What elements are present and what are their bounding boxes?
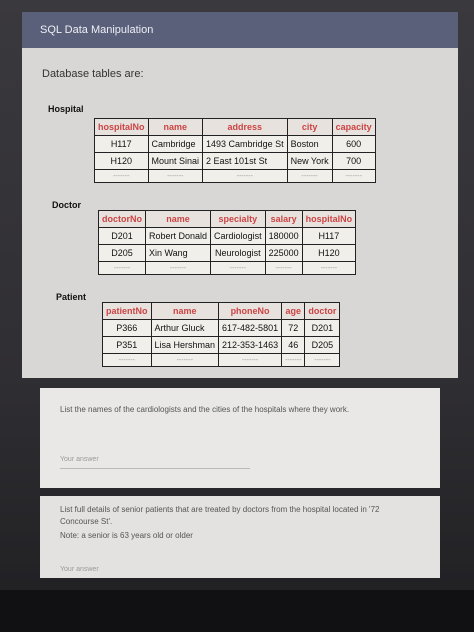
column-header: age: [282, 303, 305, 320]
column-header: address: [203, 119, 288, 136]
table-row: [99, 245, 356, 262]
ellipsis-cell: -------: [99, 262, 146, 275]
ellipsis-cell: -------: [148, 170, 203, 183]
table-cell: Mount Sinai: [148, 153, 203, 170]
table-cell: 46: [282, 337, 305, 354]
form-header: [22, 12, 458, 48]
column-header: hospitalNo: [95, 119, 149, 136]
doctor-table: [98, 210, 356, 275]
question-card-1: [40, 388, 440, 488]
question-1-text: List the names of the cardiologists and the cities of the hospitals where they work.: [60, 405, 350, 414]
intro-text: Database tables are:: [42, 68, 144, 80]
bottom-bar: [0, 590, 474, 632]
ellipsis-cell: -------: [287, 170, 332, 183]
question-1-answer-input[interactable]: Your answer: [60, 456, 99, 463]
table-cell: 180000: [265, 228, 302, 245]
table-cell: Lisa Hershman: [151, 337, 219, 354]
question-2-note: Note: a senior is 63 years old or older: [60, 531, 193, 540]
table-cell: Robert Donald: [146, 228, 211, 245]
table-cell: 1493 Cambridge St: [203, 136, 288, 153]
ellipsis-cell: -------: [151, 354, 219, 367]
form-title: SQL Data Manipulation: [40, 24, 154, 36]
ellipsis-cell: -------: [332, 170, 375, 183]
hospital-label: Hospital: [48, 104, 84, 114]
ellipsis-row: [99, 262, 356, 275]
column-header: phoneNo: [219, 303, 282, 320]
column-header: patientNo: [103, 303, 152, 320]
column-header: specialty: [211, 211, 266, 228]
table-row: [95, 136, 376, 153]
table-cell: H117: [302, 228, 356, 245]
ellipsis-row: [95, 170, 376, 183]
table-cell: P366: [103, 320, 152, 337]
table-cell: Boston: [287, 136, 332, 153]
table-row: [103, 337, 340, 354]
table-cell: H120: [302, 245, 356, 262]
table-row: [99, 228, 356, 245]
ellipsis-cell: -------: [305, 354, 340, 367]
table-cell: 700: [332, 153, 375, 170]
column-header: doctorNo: [99, 211, 146, 228]
table-cell: P351: [103, 337, 152, 354]
question-2-text: List full details of senior patients that are treated by doctors from the hospital located in '72 Concourse St'.: [60, 505, 380, 526]
column-header: doctor: [305, 303, 340, 320]
table-cell: D201: [305, 320, 340, 337]
ellipsis-cell: -------: [282, 354, 305, 367]
ellipsis-cell: -------: [219, 354, 282, 367]
column-header: salary: [265, 211, 302, 228]
table-cell: New York: [287, 153, 332, 170]
ellipsis-cell: -------: [146, 262, 211, 275]
column-header: hospitalNo: [302, 211, 356, 228]
table-cell: Xin Wang: [146, 245, 211, 262]
ellipsis-cell: -------: [95, 170, 149, 183]
table-cell: 225000: [265, 245, 302, 262]
table-cell: D201: [99, 228, 146, 245]
answer-underline: [60, 468, 250, 469]
column-header: name: [146, 211, 211, 228]
table-cell: D205: [305, 337, 340, 354]
table-header-row: [103, 303, 340, 320]
table-cell: 212-353-1463: [219, 337, 282, 354]
table-row: [95, 153, 376, 170]
question-card-2: [40, 496, 440, 578]
hospital-table: [94, 118, 376, 183]
table-header-row: [99, 211, 356, 228]
table-row: [103, 320, 340, 337]
ellipsis-cell: -------: [265, 262, 302, 275]
ellipsis-cell: -------: [203, 170, 288, 183]
table-cell: D205: [99, 245, 146, 262]
patient-table: [102, 302, 340, 367]
table-cell: 2 East 101st St: [203, 153, 288, 170]
patient-label: Patient: [56, 292, 87, 302]
ellipsis-cell: -------: [211, 262, 266, 275]
table-cell: Arthur Gluck: [151, 320, 219, 337]
table-cell: Neurologist: [211, 245, 266, 262]
table-cell: 72: [282, 320, 305, 337]
tables-card: [22, 48, 458, 378]
ellipsis-row: [103, 354, 340, 367]
column-header: name: [148, 119, 203, 136]
table-cell: Cardiologist: [211, 228, 266, 245]
ellipsis-cell: -------: [302, 262, 356, 275]
ellipsis-cell: -------: [103, 354, 152, 367]
table-cell: H117: [95, 136, 149, 153]
table-header-row: [95, 119, 376, 136]
table-cell: 617-482-5801: [219, 320, 282, 337]
table-cell: Cambridge: [148, 136, 203, 153]
question-2-answer-input[interactable]: Your answer: [60, 566, 99, 573]
table-cell: 600: [332, 136, 375, 153]
column-header: city: [287, 119, 332, 136]
column-header: capacity: [332, 119, 375, 136]
column-header: name: [151, 303, 219, 320]
doctor-label: Doctor: [52, 200, 81, 210]
table-cell: H120: [95, 153, 149, 170]
